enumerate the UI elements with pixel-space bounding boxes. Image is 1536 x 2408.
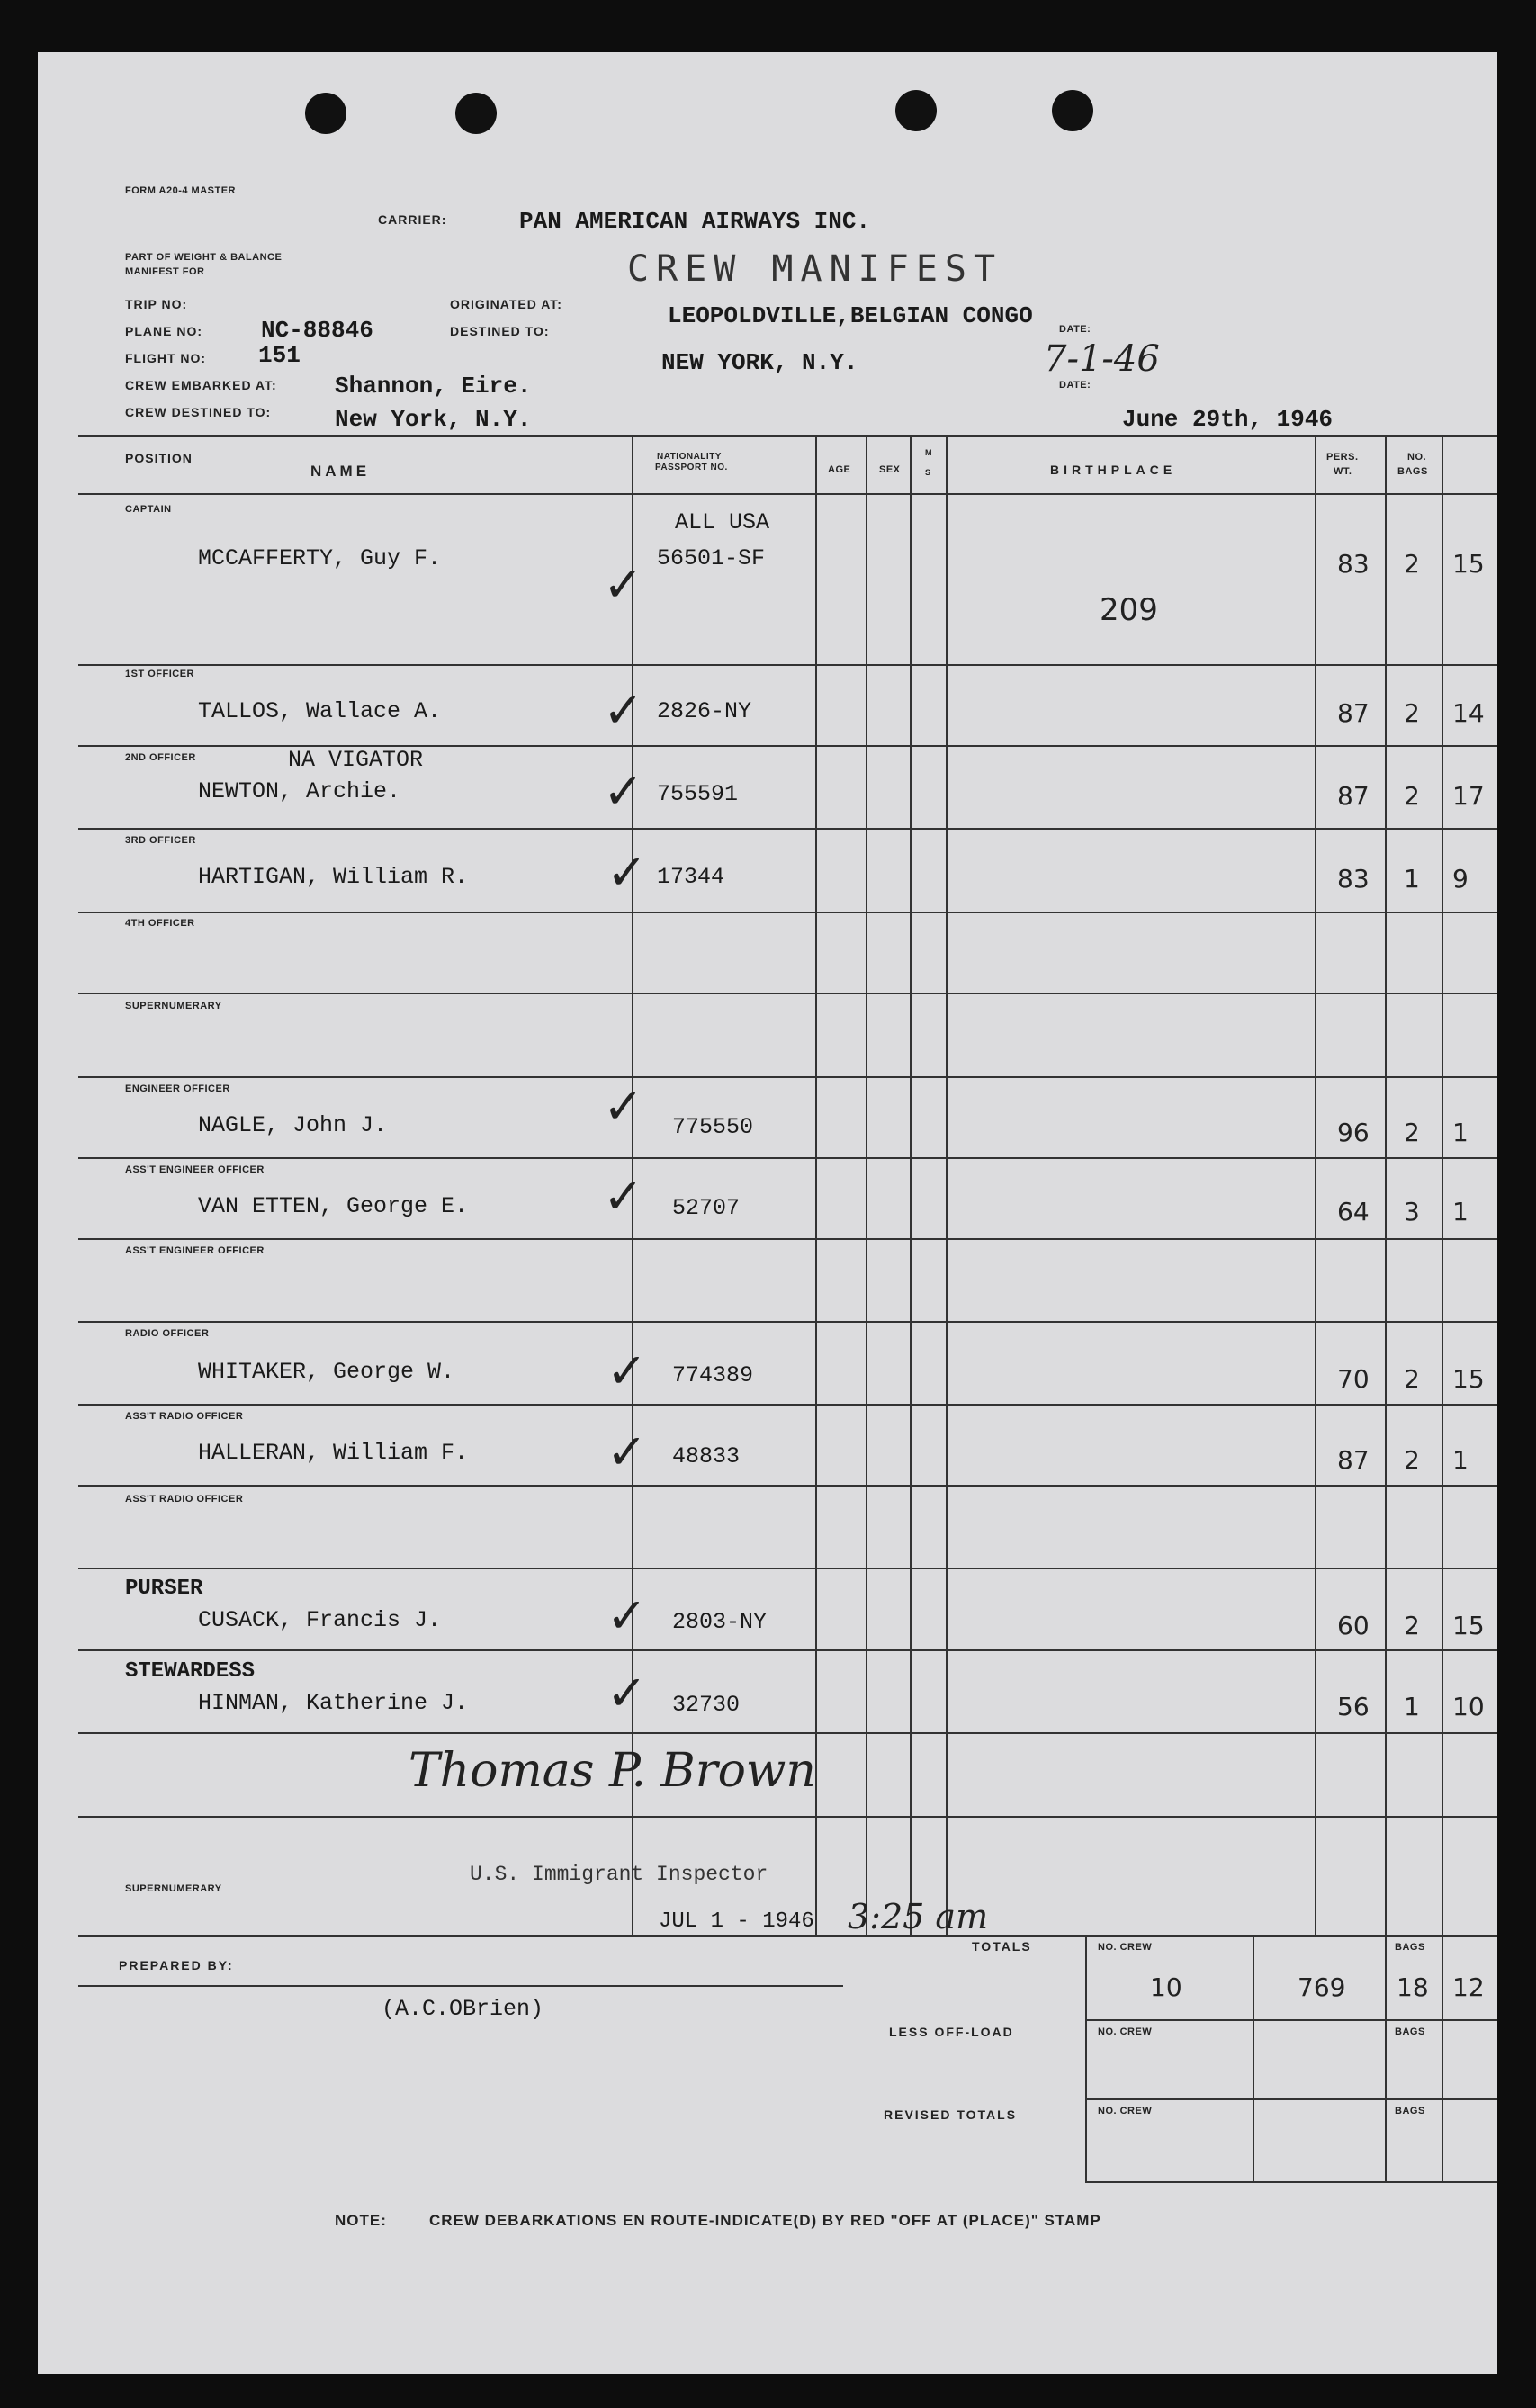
- bag-wt: 10: [1452, 1692, 1485, 1721]
- bag-wt: 9: [1452, 864, 1469, 894]
- bag-wt: 15: [1452, 549, 1485, 579]
- pers-wt: 64: [1337, 1197, 1370, 1226]
- total-bags: 18: [1397, 1972, 1429, 2002]
- col-sex: SEX: [879, 464, 901, 475]
- bag-wt: 15: [1452, 1611, 1485, 1640]
- plane-number: NC-88846: [261, 317, 373, 344]
- no-crew-label: NO. CREW: [1098, 1942, 1153, 1953]
- check-mark-icon: ✓: [603, 1168, 644, 1225]
- punch-hole: [455, 93, 497, 134]
- col-pers-wt-1: PERS.: [1326, 452, 1359, 463]
- no-bags: 2: [1404, 1118, 1420, 1147]
- position-note: NA VIGATOR: [288, 747, 424, 773]
- crew-dest-value: New York, N.Y.: [335, 406, 532, 433]
- col-name: NAME: [310, 463, 371, 480]
- passport-no: 2803-NY: [672, 1609, 768, 1635]
- pers-wt: 56: [1337, 1692, 1370, 1721]
- no-crew-label: NO. CREW: [1098, 2106, 1153, 2116]
- crew-name: WHITAKER, George W.: [198, 1359, 455, 1385]
- pers-wt: 87: [1337, 1445, 1370, 1475]
- note-label: NOTE:: [335, 2212, 387, 2229]
- passport-no: 56501-SF: [657, 545, 766, 571]
- no-bags: 2: [1404, 1364, 1420, 1394]
- bag-wt: 15: [1452, 1364, 1485, 1394]
- pers-wt: 83: [1337, 549, 1370, 579]
- passport-no: 52707: [672, 1195, 741, 1221]
- check-mark-icon: ✓: [603, 682, 644, 739]
- date-label-2: DATE:: [1059, 380, 1091, 391]
- crew-dest-label: CREW DESTINED TO:: [125, 405, 272, 419]
- check-mark-icon: ✓: [606, 1587, 648, 1644]
- no-bags: 2: [1404, 1611, 1420, 1640]
- position-label: 1ST OFFICER: [125, 669, 195, 679]
- crew-name: MCCAFFERTY, Guy F.: [198, 545, 442, 571]
- passport-no: 774389: [672, 1362, 754, 1388]
- originated-label: ORIGINATED AT:: [450, 297, 562, 311]
- col-no-bags-2: BAGS: [1397, 466, 1428, 477]
- carrier-name: PAN AMERICAN AIRWAYS INC.: [519, 208, 871, 235]
- position-label: 2ND OFFICER: [125, 752, 196, 763]
- no-bags: 2: [1404, 549, 1420, 579]
- col-position: POSITION: [125, 451, 193, 465]
- passport-no: 775550: [672, 1114, 754, 1140]
- col-pers-wt-2: WT.: [1334, 466, 1352, 477]
- total-bag-weight: 12: [1452, 1972, 1485, 2002]
- part-label-1: PART OF WEIGHT & BALANCE: [125, 252, 283, 263]
- passport-no: 48833: [672, 1443, 741, 1469]
- no-bags: 2: [1404, 698, 1420, 728]
- bags-label: BAGS: [1395, 2106, 1425, 2116]
- col-ms-1: M: [925, 448, 932, 457]
- crew-name: HARTIGAN, William R.: [198, 864, 469, 890]
- position-label: ASS'T RADIO OFFICER: [125, 1494, 244, 1505]
- passport-no: 755591: [657, 781, 739, 807]
- col-passport: PASSPORT NO.: [655, 463, 728, 472]
- bag-wt: 1: [1452, 1445, 1469, 1475]
- check-mark-icon: ✓: [603, 763, 644, 820]
- check-mark-icon: ✓: [603, 1078, 644, 1135]
- typed-date: June 29th, 1946: [1122, 406, 1334, 433]
- col-no-bags-1: NO.: [1407, 452, 1427, 463]
- bags-label: BAGS: [1395, 1942, 1425, 1953]
- bag-wt: 1: [1452, 1118, 1469, 1147]
- total-weight: 769: [1298, 1972, 1346, 2002]
- pers-wt: 60: [1337, 1611, 1370, 1640]
- crew-name: HINMAN, Katherine J.: [198, 1690, 469, 1716]
- col-nationality: NATIONALITY: [657, 452, 722, 462]
- pers-wt: 70: [1337, 1364, 1370, 1394]
- check-mark-icon: ✓: [606, 1665, 648, 1721]
- pers-wt: 83: [1337, 864, 1370, 894]
- col-age: AGE: [828, 464, 851, 475]
- total-crew: 10: [1150, 1972, 1182, 2002]
- no-bags: 3: [1404, 1197, 1420, 1226]
- destined-label: DESTINED TO:: [450, 324, 550, 338]
- part-label-2: MANIFEST FOR: [125, 266, 205, 277]
- date-label: DATE:: [1059, 324, 1091, 335]
- no-bags: 1: [1404, 1692, 1420, 1721]
- col-birthplace: BIRTHPLACE: [1050, 463, 1177, 477]
- trip-label: TRIP NO:: [125, 297, 188, 311]
- crew-name: NEWTON, Archie.: [198, 778, 401, 804]
- bag-wt: 17: [1452, 781, 1485, 811]
- crew-name: HALLERAN, William F.: [198, 1440, 469, 1466]
- position-label: SUPERNUMERARY: [125, 1883, 222, 1894]
- position-label: RADIO OFFICER: [125, 1328, 210, 1339]
- pers-wt: 96: [1337, 1118, 1370, 1147]
- position-label: SUPERNUMERARY: [125, 1001, 222, 1011]
- position-label: 3RD OFFICER: [125, 835, 196, 846]
- originated-value: LEOPOLDVILLE,BELGIAN CONGO: [668, 302, 1033, 329]
- punch-hole: [895, 90, 937, 131]
- check-mark-icon: ✓: [606, 1424, 648, 1480]
- form-number: FORM A20-4 MASTER: [125, 185, 236, 196]
- manifest-sheet: [38, 52, 1497, 2374]
- embarked-label: CREW EMBARKED AT:: [125, 378, 277, 392]
- all-usa-note: ALL USA: [675, 509, 770, 535]
- plane-label: PLANE NO:: [125, 324, 202, 338]
- handwritten-date: 7-1-46: [1044, 338, 1160, 380]
- stamp-title: U.S. Immigrant Inspector: [470, 1863, 768, 1886]
- doc-title: CREW MANIFEST: [627, 248, 1003, 290]
- no-bags: 2: [1404, 1445, 1420, 1475]
- embarked-value: Shannon, Eire.: [335, 373, 532, 400]
- no-bags: 2: [1404, 781, 1420, 811]
- position-label: ASS'T ENGINEER OFFICER: [125, 1245, 265, 1256]
- less-offload-label: LESS OFF-LOAD: [889, 2025, 1014, 2039]
- prepared-by-name: (A.C.OBrien): [382, 1996, 544, 2022]
- prepared-by-label: PREPARED BY:: [119, 1958, 234, 1972]
- position-label: ASS'T RADIO OFFICER: [125, 1411, 244, 1422]
- stamp-date: JUL 1 - 1946: [659, 1909, 814, 1934]
- punch-hole: [1052, 90, 1093, 131]
- totals-label: TOTALS: [972, 1939, 1032, 1954]
- bag-wt: 1: [1452, 1197, 1469, 1226]
- bag-wt: 14: [1452, 698, 1485, 728]
- position-label: STEWARDESS: [125, 1659, 256, 1684]
- crew-name: NAGLE, John J.: [198, 1112, 388, 1138]
- revised-totals-label: REVISED TOTALS: [884, 2107, 1018, 2122]
- destined-value: NEW YORK, N.Y.: [661, 349, 858, 376]
- passport-no: 32730: [672, 1692, 741, 1718]
- pers-wt: 87: [1337, 698, 1370, 728]
- position-label: ENGINEER OFFICER: [125, 1083, 230, 1094]
- note-text: CREW DEBARKATIONS EN ROUTE-INDICATE(D) BY RED "OFF AT (PLACE)" STAMP: [429, 2212, 1101, 2229]
- bags-label: BAGS: [1395, 2026, 1425, 2037]
- flight-label: FLIGHT NO:: [125, 351, 207, 365]
- check-mark-icon: ✓: [606, 844, 648, 901]
- carrier-label: CARRIER:: [378, 212, 447, 227]
- punch-hole: [305, 93, 346, 134]
- position-label: CAPTAIN: [125, 504, 172, 515]
- stamp-number: 209: [1100, 592, 1158, 628]
- no-crew-label: NO. CREW: [1098, 2026, 1153, 2037]
- passport-no: 2826-NY: [657, 698, 752, 724]
- stamp-time: 3:25 am: [848, 1897, 989, 1936]
- crew-name: CUSACK, Francis J.: [198, 1607, 442, 1633]
- col-ms-2: S: [925, 468, 931, 477]
- position-label: PURSER: [125, 1577, 203, 1601]
- crew-name: TALLOS, Wallace A.: [198, 698, 442, 724]
- pers-wt: 87: [1337, 781, 1370, 811]
- flight-number: 151: [258, 342, 301, 369]
- inspector-signature: Thomas P. Brown: [409, 1744, 816, 1798]
- check-mark-icon: ✓: [603, 556, 644, 613]
- position-label: 4TH OFFICER: [125, 918, 195, 929]
- position-label: ASS'T ENGINEER OFFICER: [125, 1164, 265, 1175]
- check-mark-icon: ✓: [606, 1343, 648, 1399]
- no-bags: 1: [1404, 864, 1420, 894]
- crew-name: VAN ETTEN, George E.: [198, 1193, 469, 1219]
- passport-no: 17344: [657, 864, 725, 890]
